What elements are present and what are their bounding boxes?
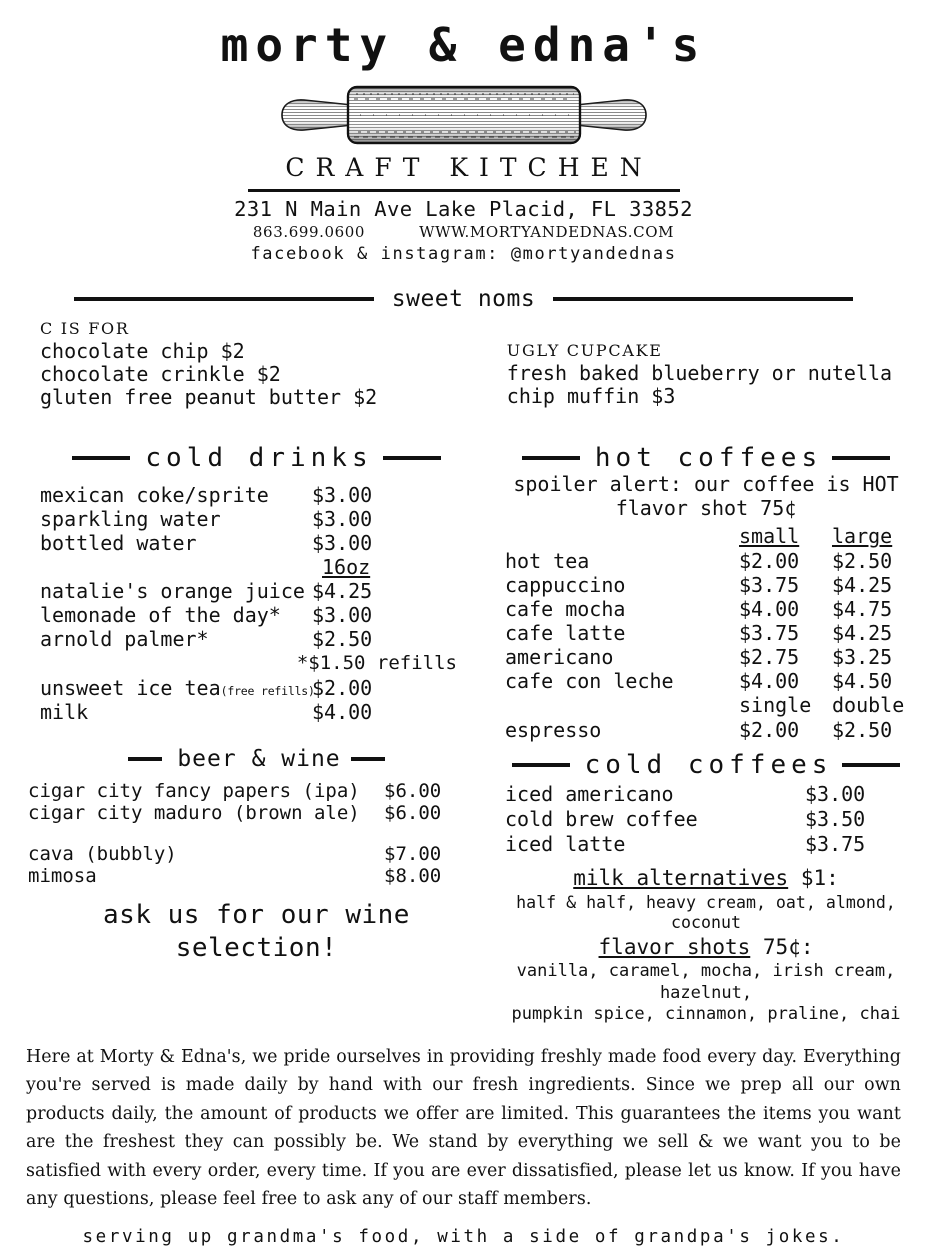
hot-coffees-list bbox=[487, 549, 925, 693]
menu-row bbox=[505, 645, 925, 669]
cookie-item: chocolate chip $2 bbox=[40, 338, 245, 363]
item-price-small: $2.00 bbox=[739, 549, 800, 574]
item-name: cafe con leche bbox=[505, 669, 674, 694]
address-line: 231 N Main Ave Lake Placid, FL 33852 bbox=[234, 196, 693, 221]
menu-header bbox=[18, 0, 909, 264]
menu-row bbox=[505, 573, 925, 597]
item-price-small: $4.00 bbox=[739, 597, 800, 622]
menu-row bbox=[505, 597, 925, 621]
menu-row bbox=[505, 782, 925, 807]
item-name: iced latte bbox=[505, 832, 626, 857]
rule-right bbox=[842, 763, 900, 767]
social-handles: facebook & instagram: @mortyandednas bbox=[250, 243, 677, 264]
item-name: cava (bubbly) bbox=[28, 842, 177, 865]
menu-row bbox=[28, 843, 473, 865]
menu-row bbox=[40, 531, 473, 555]
item-price-small: $4.00 bbox=[739, 669, 800, 694]
beer-wine-title: beer & wine bbox=[177, 745, 341, 772]
item-price: $7.00 bbox=[384, 842, 442, 865]
flavor-shots-list-line-2: pumpkin spice, cinnamon, praline, chai bbox=[511, 1003, 901, 1024]
double-column-header: double bbox=[832, 693, 905, 718]
item-price: $2.00 bbox=[312, 675, 373, 700]
item-name: espresso bbox=[505, 718, 602, 743]
menu-row bbox=[505, 621, 925, 645]
c-is-for-section bbox=[18, 316, 465, 409]
item-price: $3.00 bbox=[312, 603, 373, 628]
c-is-for-heading: C IS FOR bbox=[40, 318, 130, 338]
item-note: (free refills) bbox=[220, 683, 315, 698]
item-name: americano bbox=[505, 645, 614, 670]
menu-row bbox=[40, 507, 473, 531]
flavor-shots-list-line-1: vanilla, caramel, mocha, irish cream, hazelnut, bbox=[516, 961, 896, 1003]
cold-coffees-list bbox=[487, 782, 925, 857]
sweet-noms-title: sweet noms bbox=[391, 285, 536, 312]
rule-right bbox=[832, 456, 890, 460]
cupcake-item: chip muffin $3 bbox=[506, 383, 676, 408]
milk-alternatives-price: $1: bbox=[788, 866, 839, 891]
item-name: cafe mocha bbox=[505, 597, 626, 622]
large-column-header: large bbox=[832, 524, 893, 549]
header-divider bbox=[248, 189, 680, 192]
cookie-item: chocolate crinkle $2 bbox=[40, 361, 281, 386]
item-name: arnold palmer* bbox=[40, 627, 209, 652]
flavor-shot-note: flavor shot 75¢ bbox=[615, 495, 797, 520]
menu-row bbox=[40, 603, 473, 627]
sweet-noms-banner bbox=[18, 286, 909, 312]
item-name: unsweet ice tea(free refills) bbox=[40, 675, 315, 700]
cupcake-item: fresh baked blueberry or nutella bbox=[506, 360, 893, 385]
item-name: mexican coke/sprite bbox=[40, 483, 269, 508]
espresso-list bbox=[487, 718, 925, 742]
item-price-single: $2.00 bbox=[739, 718, 800, 743]
item-price: $3.75 bbox=[805, 832, 866, 857]
cold-drinks-heading bbox=[40, 443, 473, 473]
rule-left bbox=[128, 757, 162, 761]
rule-right bbox=[383, 456, 441, 460]
item-name: lemonade of the day* bbox=[40, 603, 281, 628]
item-price-large: $4.25 bbox=[832, 573, 893, 598]
menu-row bbox=[505, 549, 925, 573]
about-paragraph: Here at Morty & Edna's, we pride ourselves in providing freshly made food every day. Everything you're served is made daily by hand with our fresh ingredients. Since we prep all our own products daily, the amount of products we offer are limited. This guarantees the items you want are the freshest they can possibly be. We stand by everything we sell & we want you to be satisfied with every order, every time. If you are ever dissatisfied, please let us know. If you have any questions, please feel free to ask any of our staff members. bbox=[26, 1047, 901, 1209]
item-name: cigar city maduro (brown ale) bbox=[28, 802, 360, 825]
spacer bbox=[505, 693, 739, 718]
menu-row bbox=[505, 669, 925, 693]
item-price: $3.00 bbox=[312, 483, 373, 508]
menu-row bbox=[505, 718, 925, 742]
item-name: natalie's orange juice bbox=[40, 579, 305, 604]
menu-row bbox=[40, 627, 473, 651]
add-ons-section bbox=[487, 865, 925, 1025]
flavor-shots-price: 75¢: bbox=[750, 935, 814, 960]
spacer bbox=[505, 523, 739, 549]
rule-right bbox=[351, 757, 385, 761]
milk-alternatives-title bbox=[487, 865, 925, 892]
rule-left bbox=[522, 456, 580, 460]
menu-row bbox=[40, 579, 473, 603]
left-column bbox=[18, 443, 473, 1025]
item-price: $4.00 bbox=[312, 699, 373, 724]
item-price: $8.00 bbox=[384, 865, 442, 888]
size-label: 16oz bbox=[322, 555, 371, 580]
menu-row bbox=[40, 483, 473, 507]
size-column-headers bbox=[487, 523, 925, 549]
item-name: bottled water bbox=[40, 531, 197, 556]
menu-row bbox=[505, 832, 925, 857]
hot-coffees-heading bbox=[487, 443, 925, 473]
right-column bbox=[473, 443, 925, 1025]
item-name: iced americano bbox=[505, 782, 674, 807]
item-price-double: $2.50 bbox=[832, 718, 893, 743]
craft-kitchen-subtitle: CRAFT KITCHEN bbox=[285, 153, 653, 182]
item-price-large: $3.25 bbox=[832, 645, 893, 670]
menu-row bbox=[40, 676, 473, 700]
item-price-small: $2.75 bbox=[739, 645, 800, 670]
phone-number: 863.699.0600 bbox=[252, 223, 366, 242]
flavor-shots-label: flavor shots bbox=[598, 935, 751, 960]
spacer bbox=[28, 825, 473, 843]
hot-coffees-title: hot coffees bbox=[594, 443, 823, 474]
item-name: mimosa bbox=[28, 865, 97, 888]
item-price-large: $4.25 bbox=[832, 621, 893, 646]
brand-title: morty & edna's bbox=[220, 18, 707, 72]
item-price: $4.25 bbox=[312, 579, 373, 604]
ugly-cupcake-heading: UGLY CUPCAKE bbox=[506, 340, 663, 360]
item-price-small: $3.75 bbox=[739, 621, 800, 646]
beer-wine-list bbox=[28, 780, 473, 888]
menu-row bbox=[28, 802, 473, 824]
rule-left bbox=[72, 456, 130, 460]
ugly-cupcake-section bbox=[465, 316, 909, 409]
item-name: cold brew coffee bbox=[505, 807, 698, 832]
footer-section bbox=[18, 1043, 909, 1247]
wine-selection-cta bbox=[40, 899, 473, 964]
menu-row bbox=[28, 865, 473, 887]
spoiler-alert: spoiler alert: our coffee is HOT bbox=[513, 472, 899, 497]
cta-line-2: selection! bbox=[175, 932, 338, 963]
flavor-shots-title bbox=[487, 934, 925, 961]
cta-line-1: ask us for our wine bbox=[103, 900, 410, 931]
drinks-columns bbox=[18, 443, 909, 1025]
item-name: milk bbox=[40, 699, 89, 724]
website-url: WWW.MORTYANDEDNAS.COM bbox=[419, 223, 675, 242]
cookie-item: gluten free peanut butter $2 bbox=[40, 384, 378, 409]
espresso-column-headers bbox=[487, 693, 925, 718]
menu-row bbox=[28, 780, 473, 802]
item-price: $3.00 bbox=[312, 531, 373, 556]
item-name: cappuccino bbox=[505, 573, 626, 598]
cold-coffees-title: cold coffees bbox=[584, 750, 833, 781]
banner-rule-left bbox=[74, 297, 374, 301]
contact-line bbox=[18, 221, 909, 244]
sweet-noms-columns bbox=[18, 316, 909, 409]
item-name: sparkling water bbox=[40, 507, 221, 532]
item-name: cafe latte bbox=[505, 621, 626, 646]
cold-drinks-title: cold drinks bbox=[145, 443, 373, 474]
item-price: $6.00 bbox=[384, 802, 442, 825]
milk-alternatives-list: half & half, heavy cream, oat, almond, coconut bbox=[516, 892, 896, 933]
item-price-large: $2.50 bbox=[832, 549, 893, 574]
refill-note: *$1.50 refills bbox=[296, 652, 457, 675]
single-column-header: single bbox=[739, 693, 812, 718]
tagline: serving up grandma's food, with a side of grandpa's jokes. bbox=[82, 1227, 845, 1247]
item-name: hot tea bbox=[505, 549, 590, 574]
small-column-header: small bbox=[739, 524, 800, 549]
rolling-pin-icon bbox=[274, 82, 654, 148]
item-price: $3.00 bbox=[805, 782, 866, 807]
item-price: $6.00 bbox=[384, 779, 442, 802]
item-price-large: $4.50 bbox=[832, 669, 893, 694]
item-price: $2.50 bbox=[312, 627, 373, 652]
menu-row bbox=[40, 700, 473, 724]
item-price: $3.50 bbox=[805, 807, 866, 832]
item-price-small: $3.75 bbox=[739, 573, 800, 598]
item-name: cigar city fancy papers (ipa) bbox=[28, 779, 360, 802]
milk-alternatives-label: milk alternatives bbox=[573, 866, 789, 891]
beer-wine-heading bbox=[40, 746, 473, 772]
rule-left bbox=[512, 763, 570, 767]
cold-drinks-list bbox=[40, 483, 473, 724]
item-price-large: $4.75 bbox=[832, 597, 893, 622]
item-price: $3.00 bbox=[312, 507, 373, 532]
banner-rule-right bbox=[553, 297, 853, 301]
cold-coffees-heading bbox=[487, 750, 925, 780]
menu-row bbox=[505, 807, 925, 832]
size-column-header bbox=[40, 555, 473, 579]
